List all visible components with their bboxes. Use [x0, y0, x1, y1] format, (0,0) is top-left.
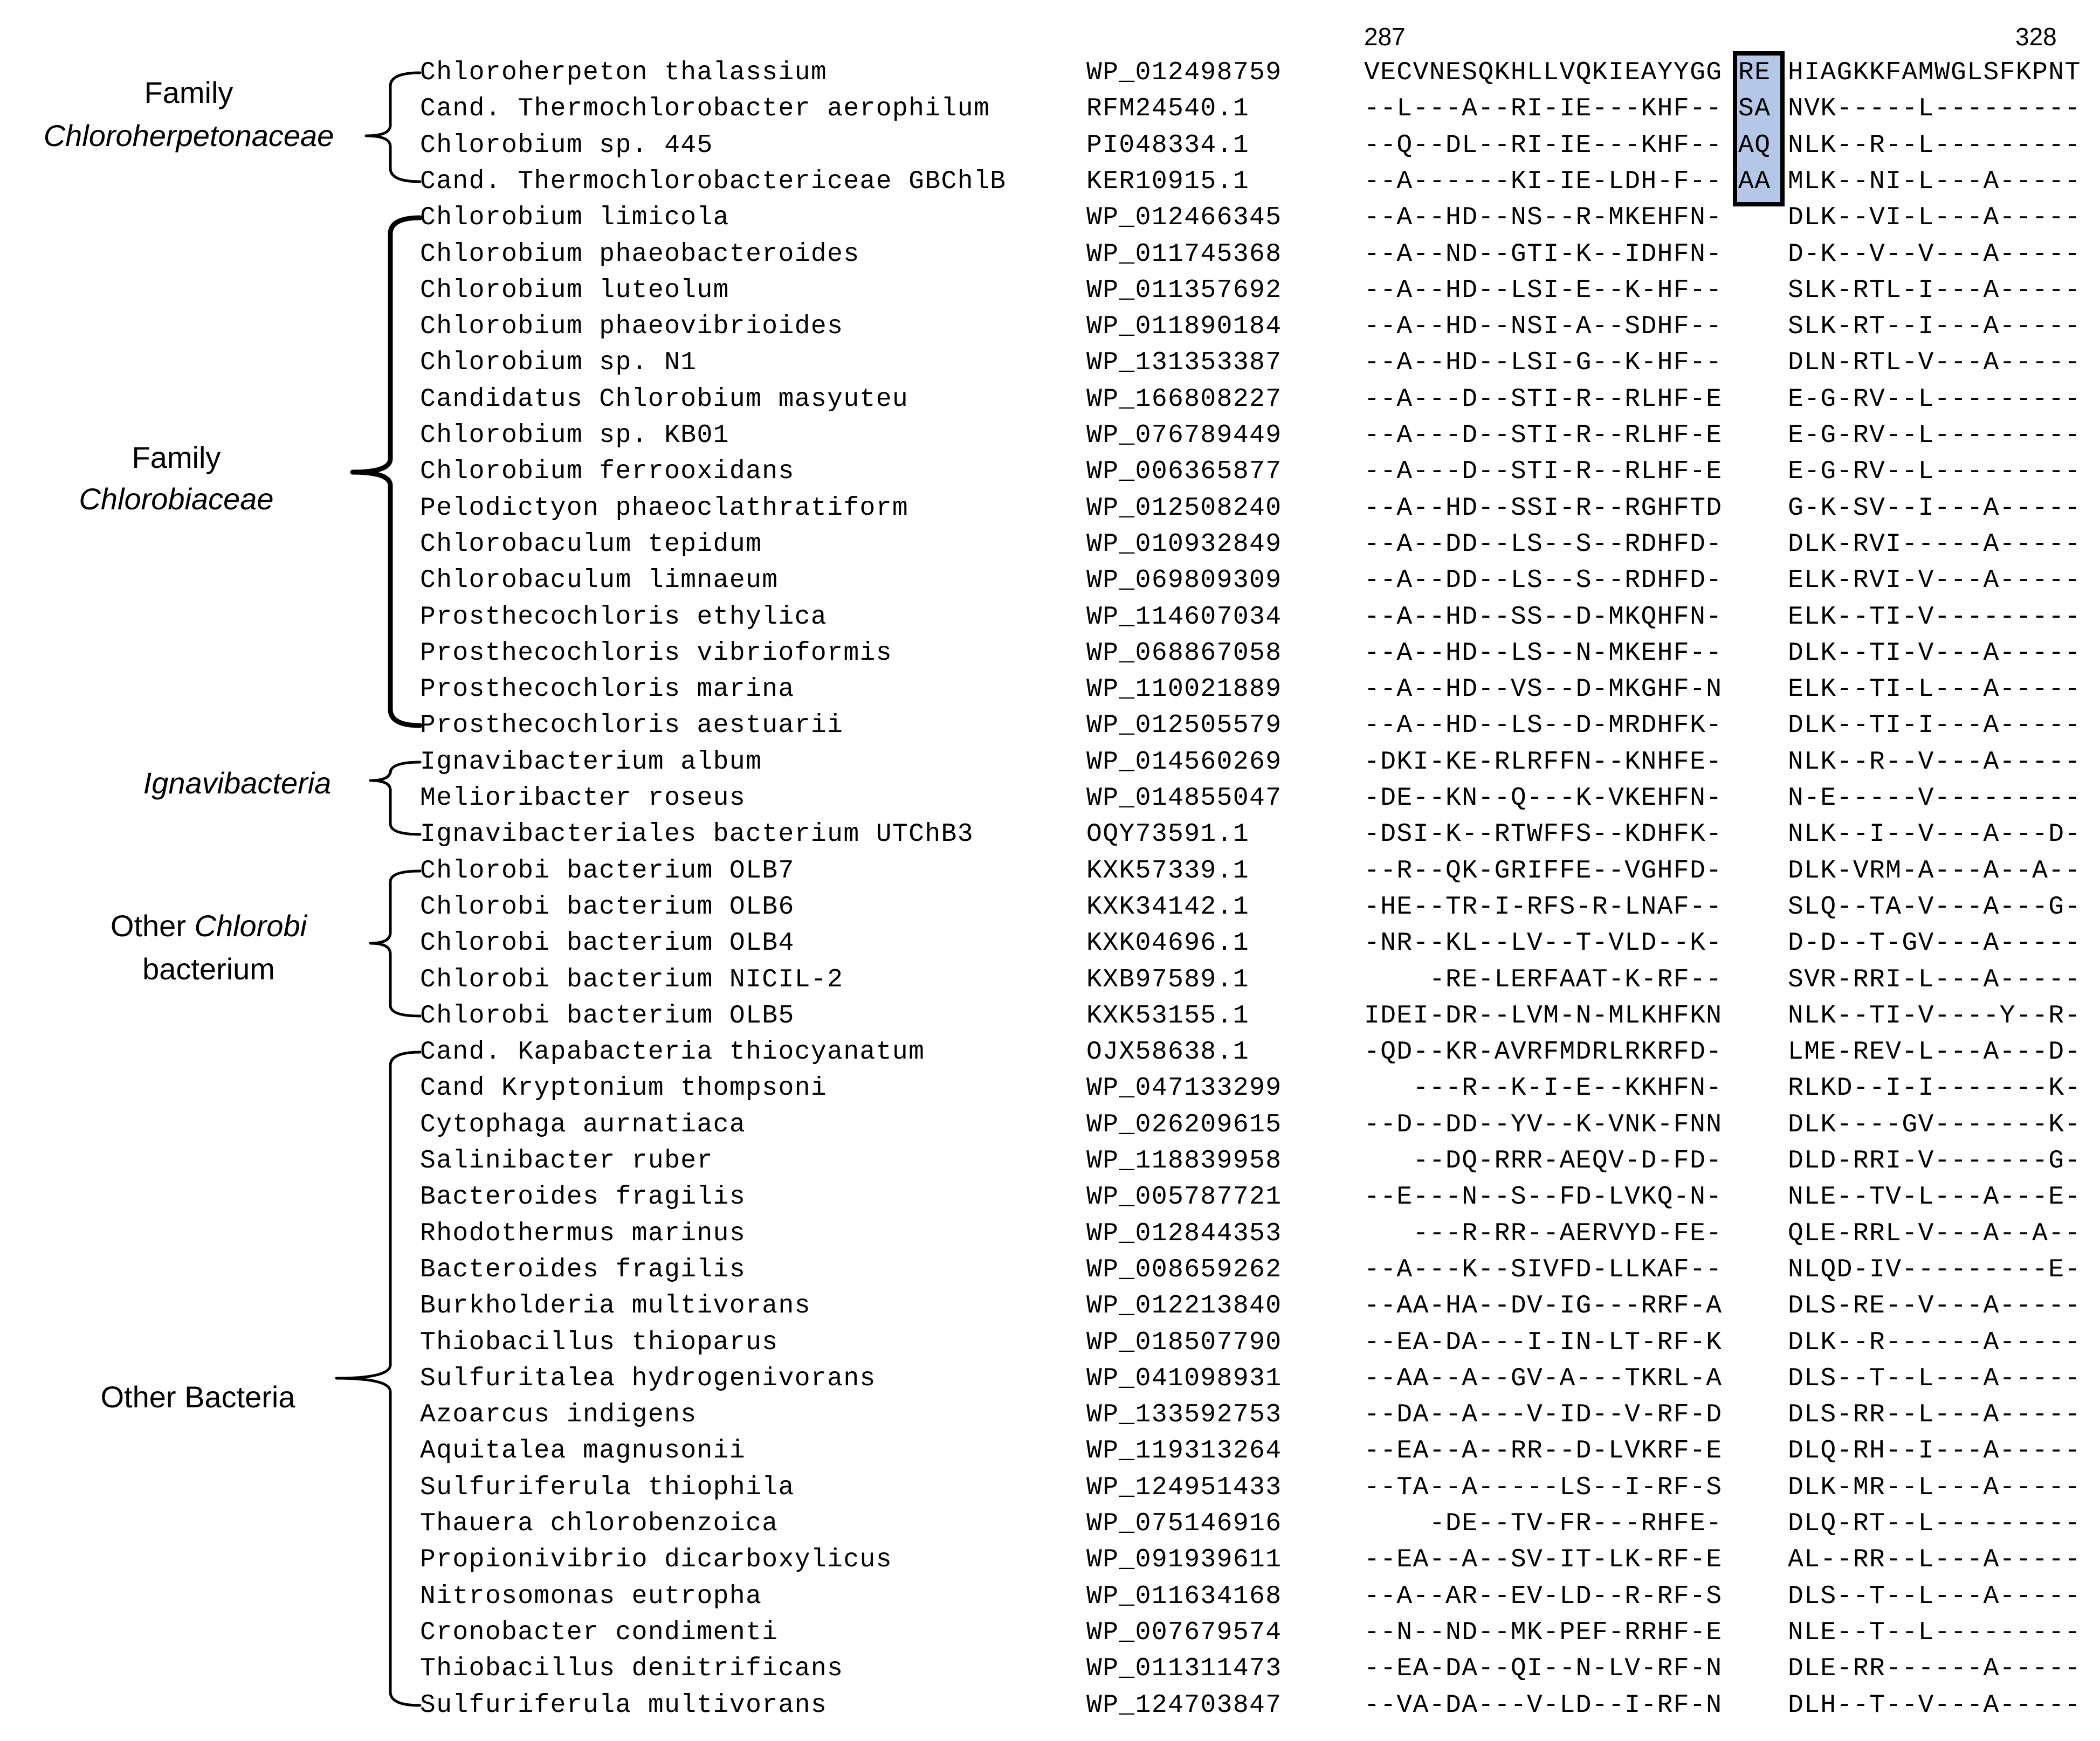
sequence-left: -DKI-KE-RLRFFN--KNHFE- — [1364, 747, 1723, 777]
species-name: Propionivibrio dicarboxylicus — [420, 1545, 892, 1575]
accession-number: WP_012505579 — [1086, 711, 1282, 741]
sequence-left: --EA-DA--QI--N-LV-RF-N — [1364, 1654, 1723, 1684]
group-label-family: Family — [132, 440, 221, 474]
species-name: Chlorobium luteolum — [420, 275, 729, 305]
species-name: Chlorobium sp. 445 — [420, 130, 713, 160]
species-name: Prosthecochloris aestuarii — [420, 711, 844, 741]
group-label-bacterium: bacterium — [142, 952, 275, 986]
sequence-left: --A--HD--LS--D-MRDHFK- — [1364, 711, 1723, 741]
accession-number: WP_119313264 — [1086, 1436, 1282, 1466]
species-name: Cand. Thermochlorobacter aerophilum — [420, 94, 990, 124]
sequence-left: -HE--TR-I-RFS-R-LNAF-- — [1364, 892, 1723, 922]
species-name: Chlorobi bacterium OLB6 — [420, 892, 795, 922]
sequence-right: D-K--V--V---A----- — [1788, 239, 2081, 269]
species-name: Cronobacter condimenti — [420, 1618, 779, 1647]
sequence-left: --A---D--STI-R--RLHF-E — [1364, 421, 1723, 450]
accession-number: WP_047133299 — [1086, 1074, 1282, 1103]
species-name: Chlorobi bacterium OLB4 — [420, 929, 795, 958]
accession-number: WP_091939611 — [1086, 1545, 1282, 1575]
sequence-right: E-G-RV--L--------- — [1788, 384, 2081, 414]
species-name: Rhodothermus marinus — [420, 1219, 746, 1248]
sequence-left: --E---N--S--FD-LVKQ-N- — [1364, 1183, 1723, 1212]
sequence-right: QLE-RRL-V---A--A-- — [1788, 1219, 2081, 1248]
accession-number: KXB97589.1 — [1086, 965, 1250, 994]
sequence-left: --A--HD--NS--R-MKEHFN- — [1364, 203, 1723, 233]
species-name: Cand. Thermochlorobactericeae GBChlB — [420, 167, 1007, 196]
species-name: Chlorobi bacterium OLB7 — [420, 856, 795, 886]
sequence-right: DLK--R------A----- — [1788, 1328, 2081, 1357]
accession-number: OQY73591.1 — [1086, 820, 1250, 849]
accession-number: WP_133592753 — [1086, 1400, 1282, 1430]
sequence-left: --AA--A--GV-A---TKRL-A — [1364, 1364, 1723, 1393]
species-name: Chlorobi bacterium OLB5 — [420, 1001, 795, 1031]
sequence-left: -RE-LERFAAT-K-RF-- — [1364, 965, 1723, 994]
species-name: Ignavibacteriales bacterium UTChB3 — [420, 820, 974, 849]
sequence-right: G-K-SV--I---A----- — [1788, 493, 2081, 523]
sequence-right: DLS-RE--V---A----- — [1788, 1291, 2081, 1321]
sequence-left: --DQ-RRR-AEQV-D-FD- — [1364, 1146, 1723, 1176]
accession-number: KXK04696.1 — [1086, 929, 1250, 958]
sequence-left: --A------KI-IE-LDH-F-- — [1364, 167, 1723, 196]
sequence-left: -QD--KR-AVRFMDRLRKRFD- — [1364, 1038, 1723, 1067]
sequence-left: --A--DD--LS--S--RDHFD- — [1364, 529, 1723, 559]
species-name: Chlorobium limicola — [420, 203, 729, 233]
accession-number: WP_011745368 — [1086, 239, 1282, 269]
group-label-chloroherpetonaceae: Chloroherpetonaceae — [43, 119, 334, 153]
accession-number: WP_166808227 — [1086, 384, 1282, 414]
sequence-right: D-D--T-GV---A----- — [1788, 929, 2081, 958]
sequence-right: LME-REV-L---A---D- — [1788, 1038, 2081, 1067]
accession-number: WP_006365877 — [1086, 457, 1282, 487]
sequence-right: DLK-VRM-A---A--A-- — [1788, 856, 2081, 886]
sequence-right: NLK--I--V---A---D- — [1788, 820, 2081, 849]
sequence-left: --AA-HA--DV-IG---RRF-A — [1364, 1291, 1723, 1321]
sequence-right: SLK-RTL-I---A----- — [1788, 275, 2081, 305]
sequence-highlighted: SA — [1738, 94, 1771, 124]
sequence-right: SVR-RRI-L---A----- — [1788, 965, 2081, 994]
species-name: Burkholderia multivorans — [420, 1291, 811, 1321]
group-label-other-bacteria: Other Bacteria — [100, 1380, 295, 1414]
sequence-right: DLK--VI-L---A----- — [1788, 203, 2081, 233]
sequence-right: RLKD--I-I-------K- — [1788, 1074, 2081, 1103]
species-name: Sulfuriferula thiophila — [420, 1473, 795, 1502]
accession-number: WP_005787721 — [1086, 1183, 1282, 1212]
sequence-left: --R--QK-GRIFFE--VGHFD- — [1364, 856, 1723, 886]
sequence-left: --N--ND--MK-PEF-RRHF-E — [1364, 1618, 1723, 1647]
sequence-right: NLK--TI-V----Y--R- — [1788, 1001, 2081, 1031]
species-name: Prosthecochloris vibrioformis — [420, 638, 892, 668]
sequence-right: DLQ-RH--I---A----- — [1788, 1436, 2081, 1466]
species-name: Prosthecochloris marina — [420, 675, 795, 704]
sequence-left: --A---K--SIVFD-LLKAF-- — [1364, 1255, 1723, 1284]
species-name: Bacteroides fragilis — [420, 1255, 746, 1284]
sequence-right: NLE--T--L--------- — [1788, 1618, 2081, 1647]
accession-number: WP_118839958 — [1086, 1146, 1282, 1176]
accession-number: WP_012508240 — [1086, 493, 1282, 523]
accession-number: WP_068867058 — [1086, 638, 1282, 668]
sequence-right: DLK--TI-V---A----- — [1788, 638, 2081, 668]
species-name: Cand. Kapabacteria thiocyanatum — [420, 1038, 925, 1067]
species-name: Candidatus Chlorobium masyuteu — [420, 384, 909, 414]
group-label-ignavibacteria: Ignavibacteria — [143, 766, 332, 800]
sequence-left: --DA--A---V-ID--V-RF-D — [1364, 1400, 1723, 1430]
accession-number: WP_076789449 — [1086, 421, 1282, 450]
sequence-right: NLK--R--L--------- — [1788, 130, 2081, 160]
species-name: Cand Kryptonium thompsoni — [420, 1074, 828, 1103]
position-end-label: 328 — [2015, 23, 2057, 51]
accession-number: WP_012844353 — [1086, 1219, 1282, 1248]
accession-number: WP_114607034 — [1086, 602, 1282, 632]
accession-number: WP_026209615 — [1086, 1110, 1282, 1139]
sequence-left: --A--ND--GTI-K--IDHFN- — [1364, 239, 1723, 269]
sequence-left: --D--DD--YV--K-VNK-FNN — [1364, 1110, 1723, 1139]
sequence-highlighted: AQ — [1738, 130, 1771, 160]
sequence-left: -DSI-K--RTWFFS--KDHFK- — [1364, 820, 1723, 849]
sequence-left: --EA--A--SV-IT-LK-RF-E — [1364, 1545, 1723, 1575]
sequence-left: ---R-RR--AERVYD-FE- — [1364, 1219, 1723, 1248]
species-name: Aquitalea magnusonii — [420, 1436, 746, 1466]
sequence-right: DLE-RR------A----- — [1788, 1654, 2081, 1684]
sequence-right: DLQ-RT--L--------- — [1788, 1509, 2081, 1538]
sequence-left: --VA-DA---V-LD--I-RF-N — [1364, 1690, 1723, 1720]
sequence-right: NVK-----L--------- — [1788, 94, 2081, 124]
accession-number: KXK34142.1 — [1086, 892, 1250, 922]
species-name: Melioribacter roseus — [420, 784, 746, 813]
sequence-right: DLH--T--V---A----- — [1788, 1690, 2081, 1720]
sequence-right: SLK-RT--I---A----- — [1788, 312, 2081, 342]
accession-number: KER10915.1 — [1086, 167, 1250, 196]
sequence-right: HIAGKKFAMWGLSFKPNT — [1788, 58, 2081, 87]
sequence-left: --A--HD--VS--D-MKGHF-N — [1364, 675, 1723, 704]
sequence-left: --A--HD--LS--N-MKEHF-- — [1364, 638, 1723, 668]
species-name: Chlorobaculum limnaeum — [420, 566, 779, 596]
sequence-right: DLD-RRI-V-------G- — [1788, 1146, 2081, 1176]
accession-number: WP_110021889 — [1086, 675, 1282, 704]
sequence-right: E-G-RV--L--------- — [1788, 457, 2081, 487]
accession-number: WP_007679574 — [1086, 1618, 1282, 1647]
sequence-right: AL--RR--L---A----- — [1788, 1545, 2081, 1575]
accession-number: OJX58638.1 — [1086, 1038, 1250, 1067]
accession-number: RFM24540.1 — [1086, 94, 1250, 124]
sequence-right: E-G-RV--L--------- — [1788, 421, 2081, 450]
sequence-left: --A---D--STI-R--RLHF-E — [1364, 384, 1723, 414]
sequence-right: SLQ--TA-V---A---G- — [1788, 892, 2081, 922]
sequence-left: --A--HD--LSI-G--K-HF-- — [1364, 348, 1723, 378]
species-name: Nitrosomonas eutropha — [420, 1581, 762, 1611]
species-name: Pelodictyon phaeoclathratiform — [420, 493, 909, 523]
accession-number: WP_011357692 — [1086, 275, 1282, 305]
sequence-left: --A--HD--LSI-E--K-HF-- — [1364, 275, 1723, 305]
sequence-left: --EA-DA---I-IN-LT-RF-K — [1364, 1328, 1723, 1357]
accession-number: WP_014560269 — [1086, 747, 1282, 777]
sequence-highlighted: AA — [1738, 167, 1771, 196]
accession-number: WP_011311473 — [1086, 1654, 1282, 1684]
sequence-right: MLK--NI-L---A----- — [1788, 167, 2081, 196]
sequence-left: --Q--DL--RI-IE---KHF-- — [1364, 130, 1723, 160]
accession-number: WP_041098931 — [1086, 1364, 1282, 1393]
accession-number: WP_012213840 — [1086, 1291, 1282, 1321]
sequence-highlighted: RE — [1738, 58, 1771, 87]
accession-number: WP_014855047 — [1086, 784, 1282, 813]
accession-number: WP_069809309 — [1086, 566, 1282, 596]
accession-number: WP_131353387 — [1086, 348, 1282, 378]
sequence-right: NLQD-IV---------E- — [1788, 1255, 2081, 1284]
species-name: Chlorobium ferrooxidans — [420, 457, 795, 487]
species-name: Bacteroides fragilis — [420, 1183, 746, 1212]
sequence-right: N-E-----V--------- — [1788, 784, 2081, 813]
species-name: Chlorobaculum tepidum — [420, 529, 762, 559]
sequence-right: DLK-RVI-----A----- — [1788, 529, 2081, 559]
group-label-chlorobiaceae: Chlorobiaceae — [79, 482, 274, 516]
species-name: Azoarcus indigens — [420, 1400, 697, 1430]
accession-number: WP_012498759 — [1086, 58, 1282, 87]
sequence-right: ELK--TI-L---A----- — [1788, 675, 2081, 704]
sequence-right: DLK----GV-------K- — [1788, 1110, 2081, 1139]
accession-number: WP_008659262 — [1086, 1255, 1282, 1284]
accession-number: WP_124703847 — [1086, 1690, 1282, 1720]
species-name: Prosthecochloris ethylica — [420, 602, 828, 632]
species-name: Chlorobium phaeovibrioides — [420, 312, 844, 342]
species-name: Chlorobium sp. KB01 — [420, 421, 729, 450]
accession-number: WP_011890184 — [1086, 312, 1282, 342]
sequence-left: --A--HD--NSI-A--SDHF-- — [1364, 312, 1723, 342]
accession-number: WP_010932849 — [1086, 529, 1282, 559]
species-name: Sulfuriferula multivorans — [420, 1690, 828, 1720]
sequence-right: DLN-RTL-V---A----- — [1788, 348, 2081, 378]
group-label-family: Family — [144, 75, 233, 109]
species-name: Sulfuritalea hydrogenivorans — [420, 1364, 876, 1393]
accession-number: WP_011634168 — [1086, 1581, 1282, 1611]
accession-number: WP_075146916 — [1086, 1509, 1282, 1538]
sequence-left: --A--DD--LS--S--RDHFD- — [1364, 566, 1723, 596]
species-name: Chloroherpeton thalassium — [420, 58, 828, 87]
species-name: Salinibacter ruber — [420, 1146, 713, 1176]
species-name: Thauera chlorobenzoica — [420, 1509, 779, 1538]
sequence-left: --A--AR--EV-LD--R-RF-S — [1364, 1581, 1723, 1611]
accession-number: WP_012466345 — [1086, 203, 1282, 233]
sequence-left: ---R--K-I-E--KKHFN- — [1364, 1074, 1723, 1103]
species-name: Thiobacillus denitrificans — [420, 1654, 844, 1684]
sequence-left: -DE--KN--Q---K-VKEHFN- — [1364, 784, 1723, 813]
position-start-label: 287 — [1364, 23, 1406, 51]
sequence-right: DLK-MR--L---A----- — [1788, 1473, 2081, 1502]
accession-number: WP_018507790 — [1086, 1328, 1282, 1357]
sequence-left: -NR--KL--LV--T-VLD--K- — [1364, 929, 1723, 958]
sequence-left: --L---A--RI-IE---KHF-- — [1364, 94, 1723, 124]
sequence-right: NLE--TV-L---A---E- — [1788, 1183, 2081, 1212]
group-label-other-chlorobi — [4, 907, 414, 945]
accession-number: WP_124951433 — [1086, 1473, 1282, 1502]
sequence-left: IDEI-DR--LVM-N-MLKHFKN — [1364, 1001, 1723, 1031]
sequence-left: --A---D--STI-R--RLHF-E — [1364, 457, 1723, 487]
sequence-right: ELK-RVI-V---A----- — [1788, 566, 2081, 596]
sequence-left: VECVNESQKHLLVQKIEAYYGG — [1364, 58, 1723, 87]
sequence-left: --EA--A--RR--D-LVKRF-E — [1364, 1436, 1723, 1466]
species-name: Chlorobium phaeobacteroides — [420, 239, 860, 269]
sequence-left: --A--HD--SS--D-MKQHFN- — [1364, 602, 1723, 632]
species-name: Chlorobi bacterium NICIL-2 — [420, 965, 844, 994]
accession-number: KXK57339.1 — [1086, 856, 1250, 886]
sequence-left: --TA--A-----LS--I-RF-S — [1364, 1473, 1723, 1502]
group-label-chlorobi: Chlorobi — [194, 909, 307, 943]
sequence-right: NLK--R--V---A----- — [1788, 747, 2081, 777]
sequence-right: ELK--TI-V--------- — [1788, 602, 2081, 632]
sequence-right: DLS--T--L---A----- — [1788, 1364, 2081, 1393]
accession-number: KXK53155.1 — [1086, 1001, 1250, 1031]
sequence-left: -DE--TV-FR---RHFE- — [1364, 1509, 1723, 1538]
species-name: Ignavibacterium album — [420, 747, 762, 777]
species-name: Thiobacillus thioparus — [420, 1328, 779, 1357]
sequence-right: DLS-RR--L---A----- — [1788, 1400, 2081, 1430]
species-name: Cytophaga aurnatiaca — [420, 1110, 746, 1139]
sequence-right: DLS--T--L---A----- — [1788, 1581, 2081, 1611]
accession-number: PI048334.1 — [1086, 130, 1250, 160]
group-label-other: Other — [110, 909, 195, 943]
sequence-right: DLK--TI-I---A----- — [1788, 711, 2081, 741]
species-name: Chlorobium sp. N1 — [420, 348, 697, 378]
sequence-left: --A--HD--SSI-R--RGHFTD — [1364, 493, 1723, 523]
